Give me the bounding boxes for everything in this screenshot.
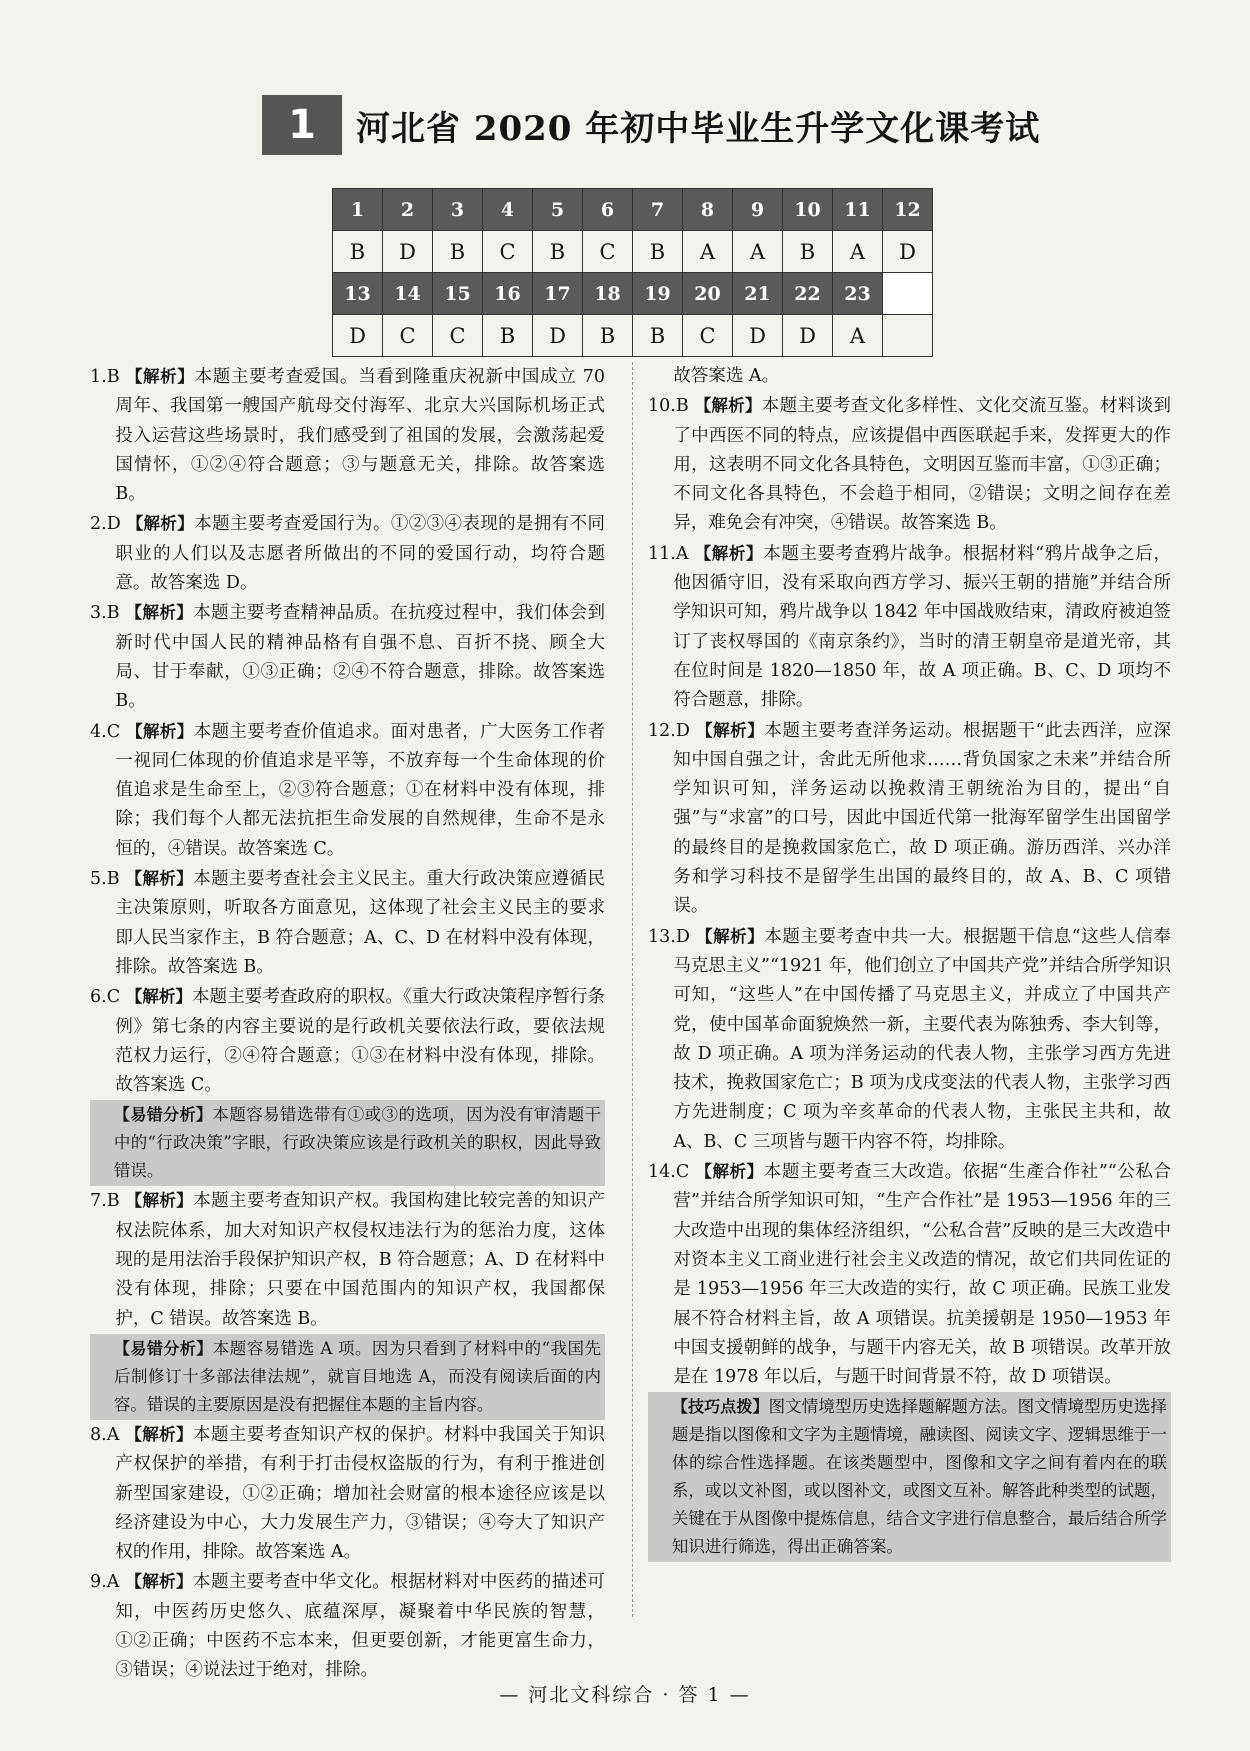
question-number-cell: 8: [683, 189, 733, 231]
question-number-cell: 6: [583, 189, 633, 231]
answer-cell: A: [733, 231, 783, 273]
explanation-text: 本题主要考查爱国行为。①②③④表现的是拥有不同职业的人们以及志愿者所做出的不同的爱国行动，均符合题意。故答案选 D。: [115, 514, 605, 594]
question-number-cell: 17: [533, 273, 583, 315]
section-tag: 【解析】: [125, 1572, 194, 1592]
question-number-cell: 12: [883, 189, 933, 231]
answer-cell: D: [383, 231, 433, 273]
section-tag: 【解析】: [125, 367, 195, 386]
page-header: [262, 95, 1040, 155]
answer-explanation: [90, 1420, 605, 1567]
question-number-cell: 19: [633, 273, 683, 315]
answer-explanation: [90, 362, 605, 509]
question-label: 8.A: [90, 1424, 126, 1445]
answer-cell: B: [783, 231, 833, 273]
answer-cell: B: [533, 231, 583, 273]
answer-cell: A: [833, 231, 883, 273]
answer-cell: C: [483, 231, 533, 273]
answer-cell: B: [633, 315, 683, 357]
question-number-cell: 3: [433, 189, 483, 231]
analysis-note-box: [90, 1100, 605, 1186]
explanation-text: 本题主要考查价值追求。面对患者，广大医务工作者一视同仁体现的价值追求是平等，不放弃每一个生命体现的价值追求是生命至上，②③符合题意；①在材料中没有体现，排除；我们每个人都无法抗拒生命发展的自然规律，生命不是永恒的，④错误。故答案选 C。: [115, 721, 606, 859]
answer-cell: D: [333, 315, 383, 357]
exam-number-badge: 1: [262, 95, 342, 155]
question-number-cell: 21: [733, 273, 783, 315]
explanation-text: 本题容易错选 A 项。因为只看到了材料中的“我国先后制修订十多部法律法规”，就盲目地选 A，而没有阅读后面的内容。错误的主要原因是没有把握住本题的主旨内容。: [113, 1338, 601, 1414]
exam-title: 河北省 2020 年初中毕业生升学文化课考试: [356, 108, 1041, 149]
explanation-text: 本题主要考查政府的职权。《重大行政决策程序暂行条例》第七条的内容主要说的是行政机关要依法行政，要依法规范权力运行，②④符合题意；①③在材料中没有体现，排除。故答案选 C。: [115, 987, 606, 1096]
answer-explanation: [90, 509, 605, 598]
question-label: 5.B: [90, 869, 126, 890]
section-tag: 【解析】: [126, 514, 195, 534]
question-number-cell: 10: [783, 189, 833, 231]
section-tag: 【易错分析】: [113, 1105, 213, 1125]
section-tag: 【技巧点拨】: [671, 1397, 769, 1417]
answer-explanation: [90, 1567, 605, 1685]
analysis-note-box: [90, 1334, 605, 1420]
section-tag: 【解析】: [696, 720, 765, 740]
answer-explanation: [90, 717, 605, 864]
answer-cell: C: [583, 231, 633, 273]
section-tag: 【解析】: [126, 721, 194, 741]
answer-explanation: [648, 391, 1171, 538]
answer-table-row-answers-1: [333, 231, 933, 273]
answer-cell: A: [683, 231, 733, 273]
answer-cell: D: [733, 315, 783, 357]
question-label: 1.B: [90, 367, 126, 387]
left-column: [90, 362, 605, 1686]
section-tag: 【解析】: [125, 869, 194, 889]
explanation-text: 本题主要考查鸦片战争。根据材料“鸦片战争之后，他因循守旧，没有采取向西方学习、振兴王朝的措施”并结合所学知识可知，鸦片战争以 1842 年中国战败结束，清政府被迫签订了丧权辱国的《南京条约》，当时的清王朝皇帝是道光帝，其在位时间是 1820—1850 年，故 A 项正确。B、C、D 项均不符合题意，排除。: [673, 543, 1171, 711]
explanation-text: 本题主要考查社会主义民主。重大行政决策应遵循民主决策原则，听取各方面意见，这体现了社会主义民主的要求即人民当家作主，B 符合题意；A、C、D 在材料中没有体现，排除。故答案选 B。: [115, 869, 606, 977]
answer-cell: D: [883, 231, 933, 273]
question-number-cell: 11: [833, 189, 883, 231]
answer-cell: D: [533, 315, 583, 357]
answer-cell: B: [433, 231, 483, 273]
answer-cell: D: [783, 315, 833, 357]
question-label: 13.D: [648, 926, 697, 947]
answer-cell: C: [683, 315, 733, 357]
section-tag: 【易错分析】: [113, 1338, 213, 1358]
explanation-text: 本题主要考查爱国。当看到隆重庆祝新中国成立 70 周年、我国第一艘国产航母交付海军、北京大兴国际机场正式投入运营这些场景时，我们感受到了祖国的发展，会激荡起爱国情怀，①②④符合题意；③与题意无关，排除。故答案选 B。: [115, 367, 605, 505]
question-number-cell: 20: [683, 273, 733, 315]
explanation-text: 本题主要考查精神品质。在抗疫过程中，我们体会到新时代中国人民的精神品格有自强不息、百折不挠、顾全大局、甘于奉献，①③正确；②④不符合题意，排除。故答案选 B。: [115, 603, 606, 712]
question-label: 2.D: [90, 514, 127, 535]
answer-explanation: [90, 864, 605, 982]
answer-cell: A: [833, 315, 883, 357]
explanation-text: 本题主要考查中华文化。根据材料对中医药的描述可知，中医药历史悠久、底蕴深厚，凝聚着中华民族的智慧，①②正确；中医药不忘本来，但更要创新，才能更富生命力，③错误；④说法过于绝对，排除。: [115, 1572, 605, 1681]
section-tag: 【解析】: [125, 987, 193, 1007]
answer-explanation: [648, 539, 1171, 716]
answer-explanation: [648, 716, 1171, 922]
right-column: [648, 362, 1171, 1562]
explanation-text: 本题主要考查知识产权。我国构建比较完善的知识产权法院体系，加大对知识产权侵权违法行为的惩治力度，这体现的是用法治手段保护知识产权，B 符合题意；A、D 在材料中没有体现，排除；只要在中国范围内的知识产权，我国都保护，C 错误。故答案选 B。: [115, 1191, 606, 1329]
answer-table-empty-cell: [883, 273, 933, 315]
answer-table-empty-cell: [883, 315, 933, 357]
question-number-cell: 15: [433, 273, 483, 315]
question-label: 11.A: [648, 543, 695, 564]
question-label: 9.A: [90, 1572, 126, 1593]
explanation-text: 本题主要考查知识产权的保护。材料中我国关于知识产权保护的举措，有利于打击侵权盗版的行为，有利于推进创新型国家建设，①②正确；增加社会财富的根本途径应该是以经济建设为中心，大力发展生产力，③错误；④夸大了知识产权的作用，排除。故答案选 A。: [115, 1424, 605, 1563]
answer-cell: C: [433, 315, 483, 357]
section-tag: 【解析】: [125, 603, 194, 623]
section-tag: 【解析】: [694, 396, 762, 416]
answer-explanation: [648, 1157, 1171, 1392]
answer-table-row-numbers-2: [333, 273, 933, 315]
analysis-note-box: [648, 1392, 1171, 1562]
answer-explanation: [90, 598, 605, 716]
answer-table-row-answers-2: [333, 315, 933, 357]
question-label: 7.B: [90, 1191, 126, 1212]
question-number-cell: 13: [333, 273, 383, 315]
question-label: 4.C: [90, 721, 127, 742]
explanation-text: 本题主要考查文化多样性、文化交流互鉴。材料谈到了中西医不同的特点，应该提倡中西医联起手来，发挥更大的作用，这表明不同文化各具特色，文明因互鉴而丰富，①③正确；不同文化各具特色，不会趋于相同，②错误；文明之间存在差异，难免会有冲突，④错误。故答案选 B。: [673, 396, 1172, 534]
explanation-text: 故答案选 A。: [673, 366, 780, 386]
explanation-text: 本题主要考查中共一大。根据题干信息“这些人信奉马克思主义”“1921 年，他们创立了中国共产党”并结合所学知识可知，“这些人”在中国传播了马克思主义，并成立了中国共产党，使中国革命面貌焕然一新，主要代表为陈独秀、李大钊等，故 D 项正确。A 项为洋务运动的代表人物，主张学习西方先进技术，挽救国家危亡；B 项为戊戌变法的代表人物，主张学习西方先进制度；C 项为辛亥革命的代表人物，主张民主共和，故 A、B、C 三项皆与题干内容不符，均排除。: [673, 926, 1171, 1152]
answer-cell: B: [333, 231, 383, 273]
question-number-cell: 14: [383, 273, 433, 315]
explanation-text: 图文情境型历史选择题解题方法。图文情境型历史选择题是指以图像和文字为主题情境，融读图、阅读文字、逻辑思维于一体的综合性选择题。在该类题型中，图像和文字之间有着内在的联系，或以文补图，或以图补文，或图文互补。解答此种类型的试题，关键在于从图像中提炼信息，结合文字进行信息整合，最后结合所学知识进行筛选，得出正确答案。: [671, 1397, 1167, 1557]
question-label: 10.B: [648, 396, 695, 417]
question-number-cell: 7: [633, 189, 683, 231]
column-divider: [632, 362, 633, 1617]
question-label: 6.C: [90, 987, 126, 1008]
section-tag: 【解析】: [694, 543, 764, 563]
question-number-cell: 1: [333, 189, 383, 231]
question-number-cell: 9: [733, 189, 783, 231]
section-tag: 【解析】: [125, 1191, 194, 1211]
question-number-cell: 4: [483, 189, 533, 231]
explanation-text: 本题主要考查洋务运动。根据题干“此去西洋，应深知中国自强之计，舍此无所他求……背负国家之未来”并结合所学知识可知，洋务运动以挽救清王朝统治为目的，提出“自强”与“求富”的口号，因此中国近代第一批海军留学生出国留学的最终目的是挽救国家危亡，故 D 项正确。游历西洋、兴办洋务和学习科技不是留学生出国的最终目的，故 A、B、C 项错误。: [673, 720, 1171, 917]
section-tag: 【解析】: [125, 1424, 194, 1444]
page-footer: — 河北文科综合 · 答 1 —: [499, 1684, 751, 1706]
answer-cell: B: [583, 315, 633, 357]
question-number-cell: 2: [383, 189, 433, 231]
explanation-text: 本题主要考查三大改造。依据“生產合作社”“公私合营”并结合所学知识可知，“生产合作社”是 1953—1956 年的三大改造中出现的集体经济组织，“公私合营”反映的是三大改造中对资本主义工商业进行社会主义改造的情况，故它们共同佐证的是 1953—1956 年三大改造的实行，故 C 项正确。民族工业发展不符合材料主旨，故 A 项错误。抗美援朝是 1950—1953 年中国支援朝鲜的战争，与题干内容无关，故 B 项错误。改革开放是在 1978 年以后，与题干时间背景不符，故 D 项错误。: [673, 1162, 1171, 1388]
question-label: 14.C: [648, 1162, 696, 1183]
explanation-continuation: [648, 362, 1171, 391]
answer-cell: B: [633, 231, 683, 273]
answer-explanation: [648, 922, 1171, 1157]
answer-explanation: [90, 1186, 605, 1333]
question-number-cell: 16: [483, 273, 533, 315]
answer-table-row-numbers-1: [333, 189, 933, 231]
answer-table: [332, 188, 933, 357]
question-label: 12.D: [648, 720, 697, 741]
section-tag: 【解析】: [695, 1162, 764, 1182]
answer-cell: B: [483, 315, 533, 357]
question-number-cell: 5: [533, 189, 583, 231]
question-number-cell: 18: [583, 273, 633, 315]
explanation-text: 本题容易错选带有①或③的选项，因为没有审清题干中的“行政决策”字眼，行政决策应该是行政机关的职权，因此导致错误。: [113, 1105, 601, 1181]
question-number-cell: 23: [833, 273, 883, 315]
section-tag: 【解析】: [696, 926, 765, 946]
answer-explanation: [90, 982, 605, 1100]
question-number-cell: 22: [783, 273, 833, 315]
answer-cell: C: [383, 315, 433, 357]
question-label: 3.B: [90, 603, 126, 624]
